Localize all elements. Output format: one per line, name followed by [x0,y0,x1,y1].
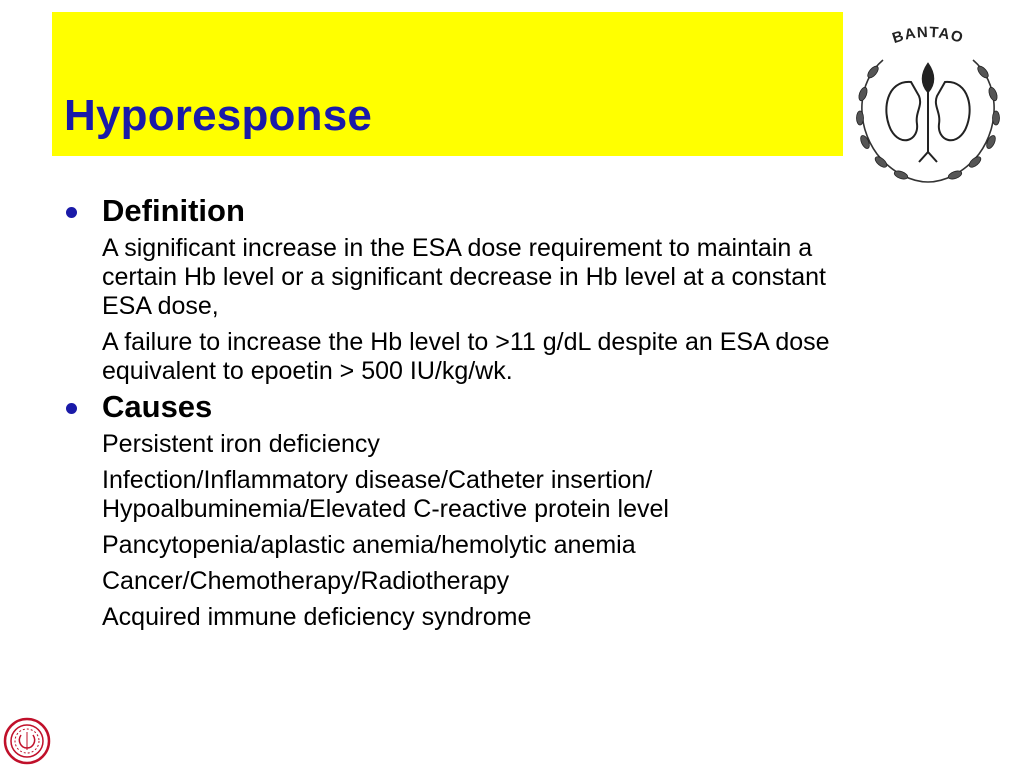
list-item: Infection/Inflammatory disease/Catheter insertion/ Hypoalbuminemia/Elevated C-reactive protein level [102,466,669,523]
section-heading-row [60,192,850,230]
section-heading-row [60,388,850,426]
bantao-logo-graphic [843,12,1013,192]
list-item: A significant increase in the ESA dose requirement to maintain a certain Hb level or a significant decrease in Hb level at a constant ESA dose, [102,234,826,320]
list-item: Acquired immune deficiency syndrome [102,603,532,631]
section-definition [60,192,850,386]
section-causes [60,388,850,632]
seal-graphic [2,716,52,766]
slide-content [60,192,850,632]
section-heading: Causes [102,389,213,424]
causes-list [60,430,850,632]
kidney-dove-emblem [886,64,969,162]
slide-title: Hyporesponse [64,91,373,140]
list-item: Pancytopenia/aplastic anemia/hemolytic anemia [102,531,636,559]
list-item: A failure to increase the Hb level to >11 g/dL despite an ESA dose equivalent to epoetin > 500 IU/kg/wk. [102,328,830,385]
bullet-dot-icon [66,207,77,218]
bantao-logo [843,12,1013,192]
list-item: Persistent iron deficiency [102,430,380,458]
section-heading: Definition [102,193,245,228]
title-bar [52,12,843,156]
logo-text: BANTAO [890,23,966,48]
bullet-dot-icon [66,403,77,414]
svg-text:BANTAO [890,24,965,47]
list-item: Cancer/Chemotherapy/Radiotherapy [102,567,510,595]
seal-logo [2,716,52,766]
definition-list [60,234,850,386]
